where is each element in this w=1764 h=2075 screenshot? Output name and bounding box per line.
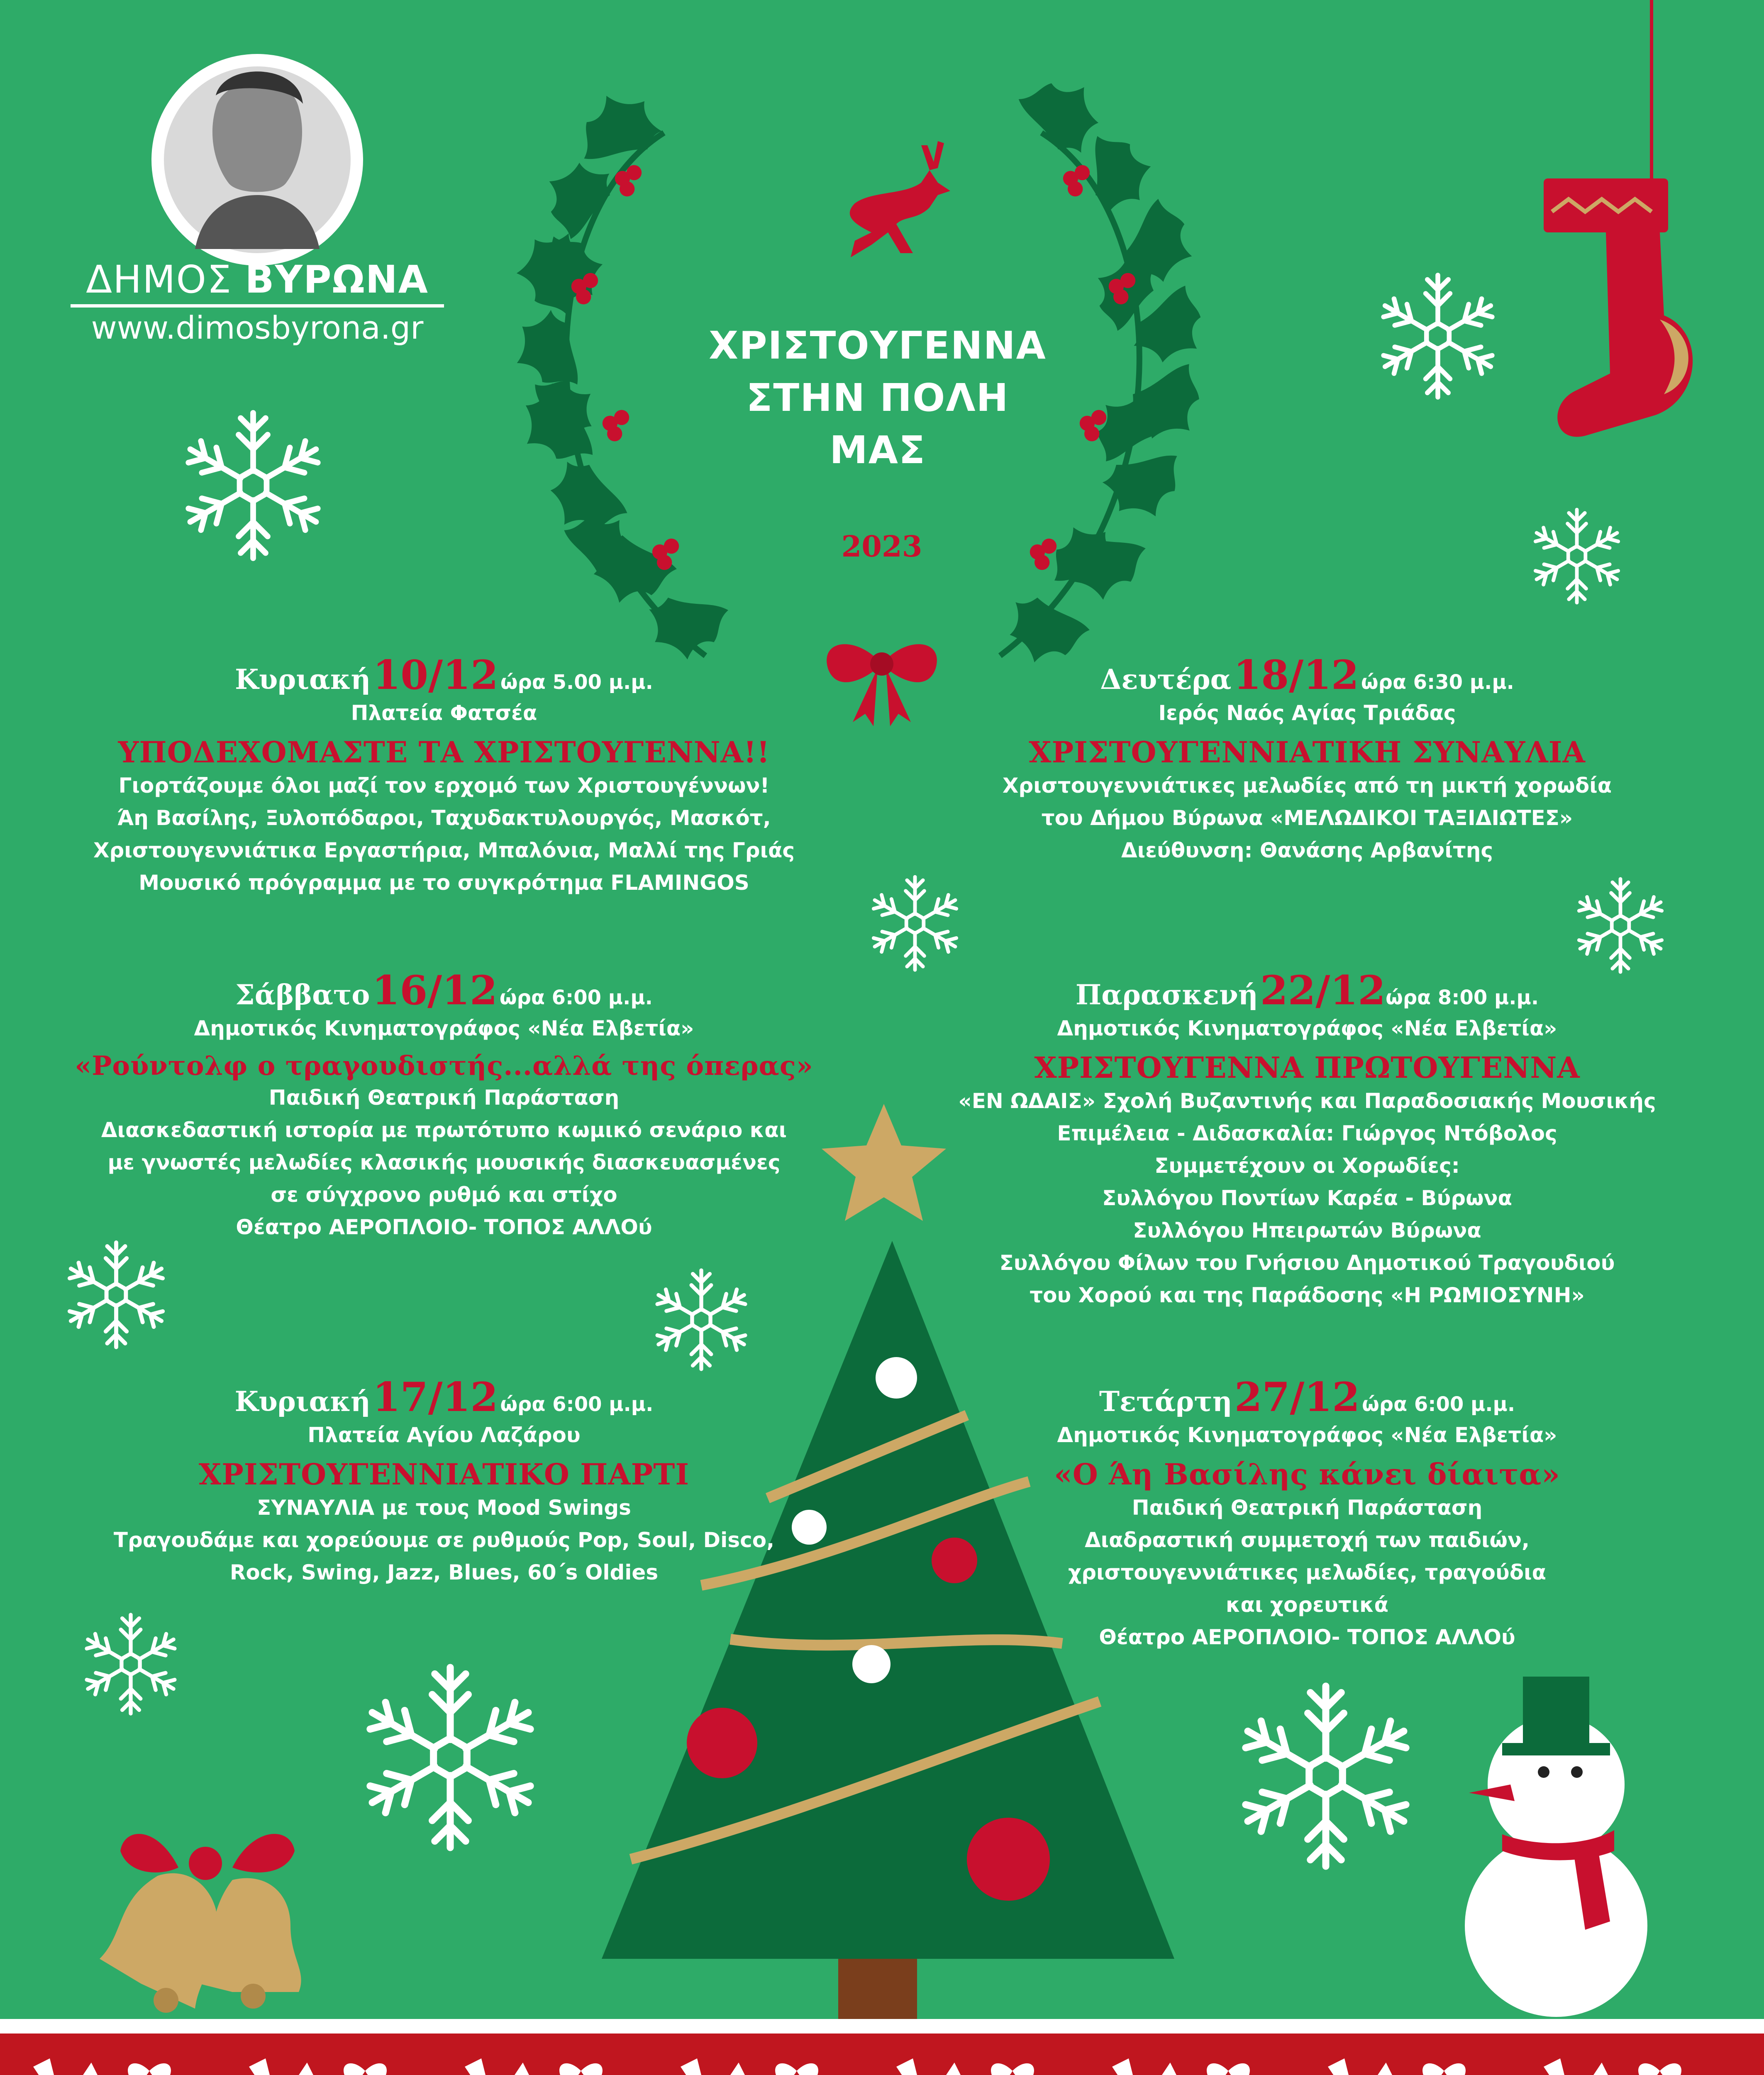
event-title: ΧΡΙΣΤΟΥΓΕΝΝΙΑΤΙΚΟ ΠΑΡΤΙ — [198, 1457, 690, 1492]
municipality-name-prefix: ΔΗΜΟΣ — [86, 257, 245, 302]
event-date: 10/12 — [373, 652, 498, 698]
event-line: Παιδική Θεατρική Παράσταση — [1132, 1496, 1483, 1520]
event-line: ΣΥΝΑΥΛΙΑ με τους Mood Swings — [257, 1496, 631, 1520]
page-title — [643, 320, 1112, 476]
event-line: Συλλόγου Ηπειρωτών Βύρωνα — [1133, 1218, 1481, 1243]
event-time: ώρα 6:00 μ.μ. — [499, 986, 653, 1009]
snowman-icon — [1465, 1677, 1647, 2017]
municipality-name — [58, 257, 456, 302]
event-venue: Δημοτικός Κινηματογράφος «Νέα Ελβετία» — [1057, 1423, 1557, 1447]
event-day: Παρασκενή — [1075, 979, 1258, 1011]
pattern-ribbon — [0, 2019, 1764, 2075]
stocking-icon — [1544, 0, 1693, 437]
portrait-logo — [151, 54, 363, 266]
reindeer-icon — [850, 141, 950, 257]
snowflake-icon — [183, 413, 323, 558]
snowflake-icon — [1532, 510, 1622, 603]
event-line: του Χορού και της Παράδοσης «Η ΡΩΜΙΟΣΥΝΗ» — [1030, 1283, 1585, 1307]
event-line: Χριστουγεννιάτικα Εργαστήρια, Μπαλόνια, Μαλλί της Γριάς — [93, 838, 795, 862]
snowflake-icon — [1379, 275, 1497, 397]
event-day: Δευτέρα — [1100, 663, 1232, 696]
event-line: του Δήμου Βύρωνα «ΜΕΛΩΔΙΚΟΙ ΤΑΞΙΔΙΩΤΕΣ» — [1041, 806, 1573, 830]
event-line: Θέατρο ΑΕΡΟΠΛΟΙΟ- ΤΟΠΟΣ ΑΛΛΟύ — [1099, 1625, 1515, 1649]
event-line: «ΕΝ ΩΔΑΙΣ» Σχολή Βυζαντινής και Παραδοσιακής Μουσικής — [958, 1089, 1656, 1113]
event-title: ΧΡΙΣΤΟΥΓΕΝΝΙΑΤΙΚΗ ΣΥΝΑΥΛΙΑ — [1029, 735, 1586, 769]
municipality-logo[interactable] — [58, 257, 456, 346]
event-line: σε σύγχρονο ρυθμό και στίχο — [271, 1183, 617, 1207]
snowflake-icon — [1239, 1686, 1413, 1866]
snowflake-icon — [83, 1615, 178, 1714]
event-venue: Πλατεία Αγίου Λαζάρου — [307, 1423, 581, 1447]
event-date: 22/12 — [1260, 967, 1386, 1014]
event-card — [923, 652, 1691, 867]
event-date: 18/12 — [1233, 652, 1359, 698]
event-card — [923, 1374, 1691, 1653]
municipality-name-bold: ΒΥΡΩΝΑ — [245, 257, 429, 302]
title-line-1: ΧΡΙΣΤΟΥΓΕΝΝΑ — [709, 323, 1047, 368]
event-line: Διαδραστική συμμετοχή των παιδιών, — [1084, 1528, 1530, 1552]
event-line: Γιορτάζουμε όλοι μαζί τον ερχομό των Χριστουγέννων! — [118, 774, 770, 798]
event-line: Διασκεδαστική ιστορία με πρωτότυπο κωμικό σενάριο και — [101, 1118, 787, 1142]
event-venue: Πλατεία Φατσέα — [351, 701, 537, 725]
event-venue: Δημοτικός Κινηματογράφος «Νέα Ελβετία» — [194, 1016, 694, 1040]
event-line: Επιμέλεια - Διδασκαλία: Γιώργος Ντόβολος — [1057, 1121, 1557, 1145]
logo-divider — [71, 304, 444, 308]
event-time: ώρα 6:00 μ.μ. — [500, 1393, 654, 1416]
event-line: Διεύθυνση: Θανάσης Αρβανίτης — [1121, 838, 1493, 862]
event-card — [60, 652, 828, 899]
snowflake-icon — [870, 877, 960, 970]
event-card — [923, 967, 1691, 1311]
event-venue: Δημοτικός Κινηματογράφος «Νέα Ελβετία» — [1057, 1016, 1557, 1040]
event-day: Κυριακή — [234, 1385, 371, 1418]
event-line: Συλλόγου Φίλων του Γνήσιου Δημοτικού Τραγουδιού — [999, 1251, 1615, 1275]
event-line: Rock, Swing, Jazz, Blues, 60΄s Oldies — [229, 1560, 659, 1584]
event-line: Μουσικό πρόγραμμα με το συγκρότημα FLAMINGOS — [139, 871, 749, 895]
event-date: 17/12 — [373, 1374, 498, 1421]
event-line: Παιδική Θεατρική Παράσταση — [268, 1086, 620, 1110]
title-line-2: ΣΤΗΝ ΠΟΛΗ — [746, 376, 1009, 420]
event-card — [60, 967, 828, 1243]
event-line: Θέατρο ΑΕΡΟΠΛΟΙΟ- ΤΟΠΟΣ ΑΛΛΟύ — [236, 1215, 652, 1239]
event-title: ΧΡΙΣΤΟΥΓΕΝΝΑ ΠΡΩΤΟΥΓΕΝΝΑ — [1034, 1050, 1580, 1085]
event-date: 27/12 — [1234, 1374, 1360, 1421]
event-line: Τραγουδάμε και χορεύουμε σε ρυθμούς Pop, Soul, Disco, — [113, 1528, 775, 1552]
event-time: ώρα 6:30 μ.μ. — [1361, 671, 1514, 694]
event-title: «Ο Άη Βασίλης κάνει δίαιτα» — [1054, 1457, 1560, 1492]
event-line: Χριστουγεννιάτικες μελωδίες από τη μικτή χορωδία — [1002, 774, 1612, 798]
event-line: και χορευτικά — [1225, 1593, 1389, 1617]
event-line: χριστουγεννιάτικες μελωδίες, τραγούδια — [1068, 1560, 1546, 1584]
bells-icon — [100, 1834, 301, 2013]
event-line: Άη Βασίλης, Ξυλοπόδαροι, Ταχυδακτυλουργός, Μασκότ, — [117, 806, 771, 830]
event-day: Τετάρτη — [1099, 1385, 1232, 1418]
event-date: 16/12 — [372, 967, 498, 1014]
snowflake-icon — [1576, 879, 1665, 972]
snowflake-icon — [363, 1667, 537, 1848]
snowflake-icon — [654, 1270, 749, 1369]
municipality-url[interactable]: www.dimosbyrona.gr — [91, 309, 424, 346]
title-line-3: ΜΑΣ — [830, 428, 926, 472]
event-card — [60, 1374, 828, 1589]
event-time: ώρα 8:00 μ.μ. — [1386, 986, 1539, 1009]
event-time: ώρα 5.00 μ.μ. — [500, 671, 653, 694]
event-title: ΥΠΟΔΕΧΟΜΑΣΤΕ ΤΑ ΧΡΙΣΤΟΥΓΕΝΝΑ!! — [118, 735, 770, 769]
event-title: «Ρούντολφ ο τραγουδιστής...αλλά της όπερας» — [75, 1050, 813, 1081]
event-day: Κυριακή — [235, 663, 371, 696]
event-venue: Ιερός Ναός Αγίας Τριάδας — [1158, 701, 1456, 725]
event-time: ώρα 6:00 μ.μ. — [1362, 1393, 1515, 1416]
event-line: Συλλόγου Ποντίων Καρέα - Βύρωνα — [1102, 1186, 1512, 1210]
snowflake-icon — [66, 1243, 166, 1347]
title-year: 2023 — [841, 529, 922, 564]
event-line: Συμμετέχουν οι Χορωδίες: — [1154, 1154, 1460, 1178]
event-line: με γνωστές μελωδίες κλασικής μουσικής διασκευασμένες — [107, 1150, 781, 1174]
event-day: Σάββατο — [235, 979, 370, 1011]
